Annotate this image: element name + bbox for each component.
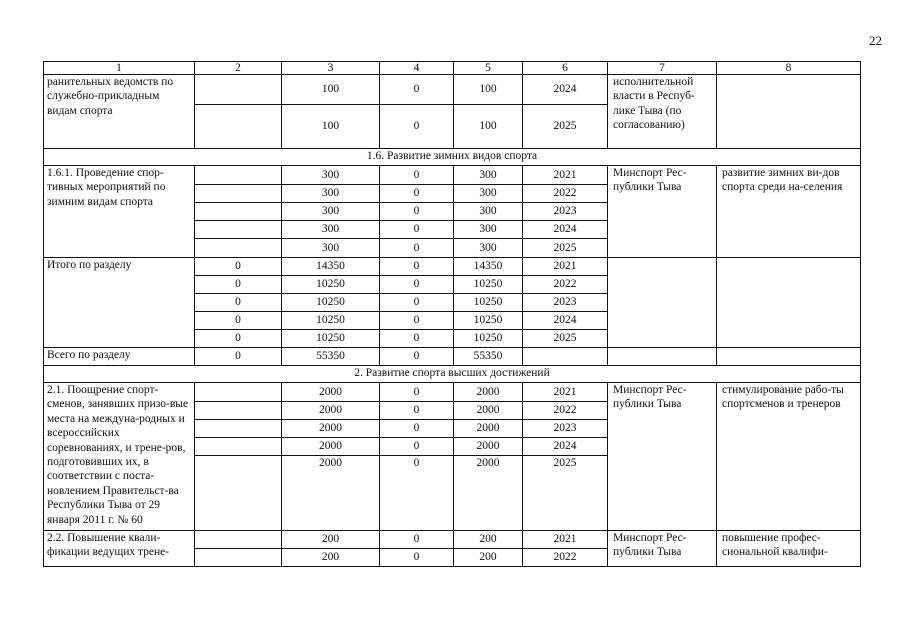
cell-col2: 0 <box>195 294 282 312</box>
page-number: 22 <box>869 33 882 48</box>
cell-col2: 0 <box>195 348 282 366</box>
empty-cell <box>608 348 717 366</box>
cell-year: 2023 <box>523 420 608 438</box>
cell-year: 2021 <box>523 258 608 276</box>
executor-cell: Минспорт Рес-публики Тыва <box>608 166 717 258</box>
cell-year: 2022 <box>523 549 608 567</box>
column-number: 3 <box>282 62 380 75</box>
cell-col4: 0 <box>380 239 454 258</box>
cell-col4: 0 <box>380 420 454 438</box>
cell-col2 <box>195 531 282 549</box>
cell-col2: 0 <box>195 330 282 348</box>
cell-col4: 0 <box>380 402 454 420</box>
cell-col5: 2000 <box>454 420 523 438</box>
cell-year: 2021 <box>523 166 608 185</box>
cell-col2 <box>195 549 282 567</box>
cell-col2 <box>195 203 282 221</box>
cell-col4: 0 <box>380 221 454 239</box>
cell-col3: 300 <box>282 185 380 203</box>
cell-col5: 14350 <box>454 258 523 276</box>
cell-year: 2021 <box>523 383 608 402</box>
cell-year: 2021 <box>523 531 608 549</box>
column-number: 4 <box>380 62 454 75</box>
cell-col2 <box>195 239 282 258</box>
cell-col2: 0 <box>195 312 282 330</box>
cell-col5: 300 <box>454 166 523 185</box>
cell-col3: 2000 <box>282 438 380 456</box>
cell-col5: 55350 <box>454 348 523 366</box>
cell-col4: 0 <box>380 105 454 149</box>
measure-description: 2.2. Повышение квали-фикации ведущих трене- <box>44 531 195 567</box>
cell-col3: 300 <box>282 166 380 185</box>
cell-col3: 10250 <box>282 312 380 330</box>
cell-col4: 0 <box>380 456 454 531</box>
column-number: 8 <box>717 62 861 75</box>
cell-col3: 2000 <box>282 456 380 531</box>
empty-cell <box>523 348 608 366</box>
measure-description: ранительных ведомств по служебно-прикладным видам спорта <box>44 75 195 149</box>
cell-col2 <box>195 438 282 456</box>
cell-year: 2025 <box>523 456 608 531</box>
cell-year: 2024 <box>523 221 608 239</box>
cell-col2 <box>195 383 282 402</box>
result-cell <box>717 75 861 149</box>
cell-col2 <box>195 166 282 185</box>
cell-year: 2025 <box>523 330 608 348</box>
cell-col3: 300 <box>282 239 380 258</box>
cell-col3: 300 <box>282 203 380 221</box>
cell-col2 <box>195 456 282 531</box>
empty-cell <box>717 258 861 348</box>
cell-col4: 0 <box>380 166 454 185</box>
cell-year: 2025 <box>523 239 608 258</box>
program-table <box>43 61 861 567</box>
cell-col4: 0 <box>380 383 454 402</box>
total-row <box>44 348 861 366</box>
cell-col4: 0 <box>380 312 454 330</box>
cell-col5: 300 <box>454 203 523 221</box>
cell-col5: 300 <box>454 239 523 258</box>
cell-year: 2024 <box>523 312 608 330</box>
cell-col3: 2000 <box>282 420 380 438</box>
cell-col5: 200 <box>454 549 523 567</box>
cell-col2: 0 <box>195 276 282 294</box>
cell-col2: 0 <box>195 258 282 276</box>
cell-col3: 200 <box>282 531 380 549</box>
cell-col2 <box>195 420 282 438</box>
result-cell: развитие зимних ви-дов спорта среди на-селения <box>717 166 861 258</box>
cell-col4: 0 <box>380 258 454 276</box>
table-row <box>44 531 861 549</box>
cell-year: 2023 <box>523 294 608 312</box>
cell-col4: 0 <box>380 203 454 221</box>
cell-col3: 300 <box>282 221 380 239</box>
cell-col5: 100 <box>454 105 523 149</box>
cell-col3: 100 <box>282 105 380 149</box>
cell-year: 2024 <box>523 438 608 456</box>
column-number: 2 <box>195 62 282 75</box>
cell-col3: 10250 <box>282 276 380 294</box>
cell-col3: 10250 <box>282 294 380 312</box>
cell-col5: 300 <box>454 221 523 239</box>
cell-col4: 0 <box>380 549 454 567</box>
table-row <box>44 383 861 402</box>
cell-year: 2022 <box>523 185 608 203</box>
section-title: 2. Развитие спорта высших достижений <box>44 366 861 383</box>
cell-year: 2022 <box>523 402 608 420</box>
measure-description: 2.1. Поощрение спорт-сменов, занявших призо-вые места на междуна-родных и всероссийских соревнованиях, и трене-ров, подготовивших их, в соответствии с поста-новлением Правительст-ва Республики Тыва от 29 января 2011 г. № 60 <box>44 383 195 531</box>
cell-col5: 200 <box>454 531 523 549</box>
cell-col4: 0 <box>380 438 454 456</box>
cell-col3: 2000 <box>282 402 380 420</box>
column-number: 7 <box>608 62 717 75</box>
cell-col2 <box>195 75 282 105</box>
cell-col4: 0 <box>380 348 454 366</box>
section-title: 1.6. Развитие зимних видов спорта <box>44 149 861 166</box>
cell-col5: 2000 <box>454 383 523 402</box>
cell-col4: 0 <box>380 294 454 312</box>
cell-col5: 10250 <box>454 330 523 348</box>
cell-col4: 0 <box>380 330 454 348</box>
cell-col2 <box>195 402 282 420</box>
cell-col4: 0 <box>380 185 454 203</box>
executor-cell: Минспорт Рес-публики Тыва <box>608 531 717 567</box>
cell-col5: 10250 <box>454 294 523 312</box>
cell-col5: 10250 <box>454 312 523 330</box>
result-cell: повышение профес-сиональной квалифи- <box>717 531 861 567</box>
column-number: 6 <box>523 62 608 75</box>
cell-col3: 14350 <box>282 258 380 276</box>
empty-cell <box>608 258 717 348</box>
empty-cell <box>717 348 861 366</box>
cell-col3: 2000 <box>282 383 380 402</box>
cell-col3: 55350 <box>282 348 380 366</box>
cell-year: 2023 <box>523 203 608 221</box>
cell-col5: 2000 <box>454 402 523 420</box>
total-label: Всего по разделу <box>44 348 195 366</box>
cell-year: 2024 <box>523 75 608 105</box>
result-cell: стимулирование рабо-ты спортсменов и тренеров <box>717 383 861 531</box>
cell-col5: 2000 <box>454 438 523 456</box>
section-header-row <box>44 366 861 383</box>
executor-cell: исполнительной власти в Респуб-лике Тыва (по согласованию) <box>608 75 717 149</box>
table-row <box>44 166 861 185</box>
section-header-row <box>44 149 861 166</box>
cell-col4: 0 <box>380 531 454 549</box>
cell-year: 2022 <box>523 276 608 294</box>
table-row <box>44 75 861 105</box>
column-number-row <box>44 62 861 75</box>
subtotal-row <box>44 258 861 276</box>
subtotal-label: Итого по разделу <box>44 258 195 348</box>
cell-col3: 100 <box>282 75 380 105</box>
cell-col4: 0 <box>380 276 454 294</box>
cell-col5: 2000 <box>454 456 523 531</box>
executor-cell: Минспорт Рес-публики Тыва <box>608 383 717 531</box>
cell-col4: 0 <box>380 75 454 105</box>
cell-col2 <box>195 185 282 203</box>
cell-col5: 10250 <box>454 276 523 294</box>
cell-col3: 10250 <box>282 330 380 348</box>
cell-col5: 100 <box>454 75 523 105</box>
cell-col2 <box>195 105 282 149</box>
cell-col5: 300 <box>454 185 523 203</box>
cell-col3: 200 <box>282 549 380 567</box>
cell-col2 <box>195 221 282 239</box>
column-number: 5 <box>454 62 523 75</box>
cell-year: 2025 <box>523 105 608 149</box>
measure-description: 1.6.1. Проведение спор-тивных мероприятий по зимним видам спорта <box>44 166 195 258</box>
column-number: 1 <box>44 62 195 75</box>
